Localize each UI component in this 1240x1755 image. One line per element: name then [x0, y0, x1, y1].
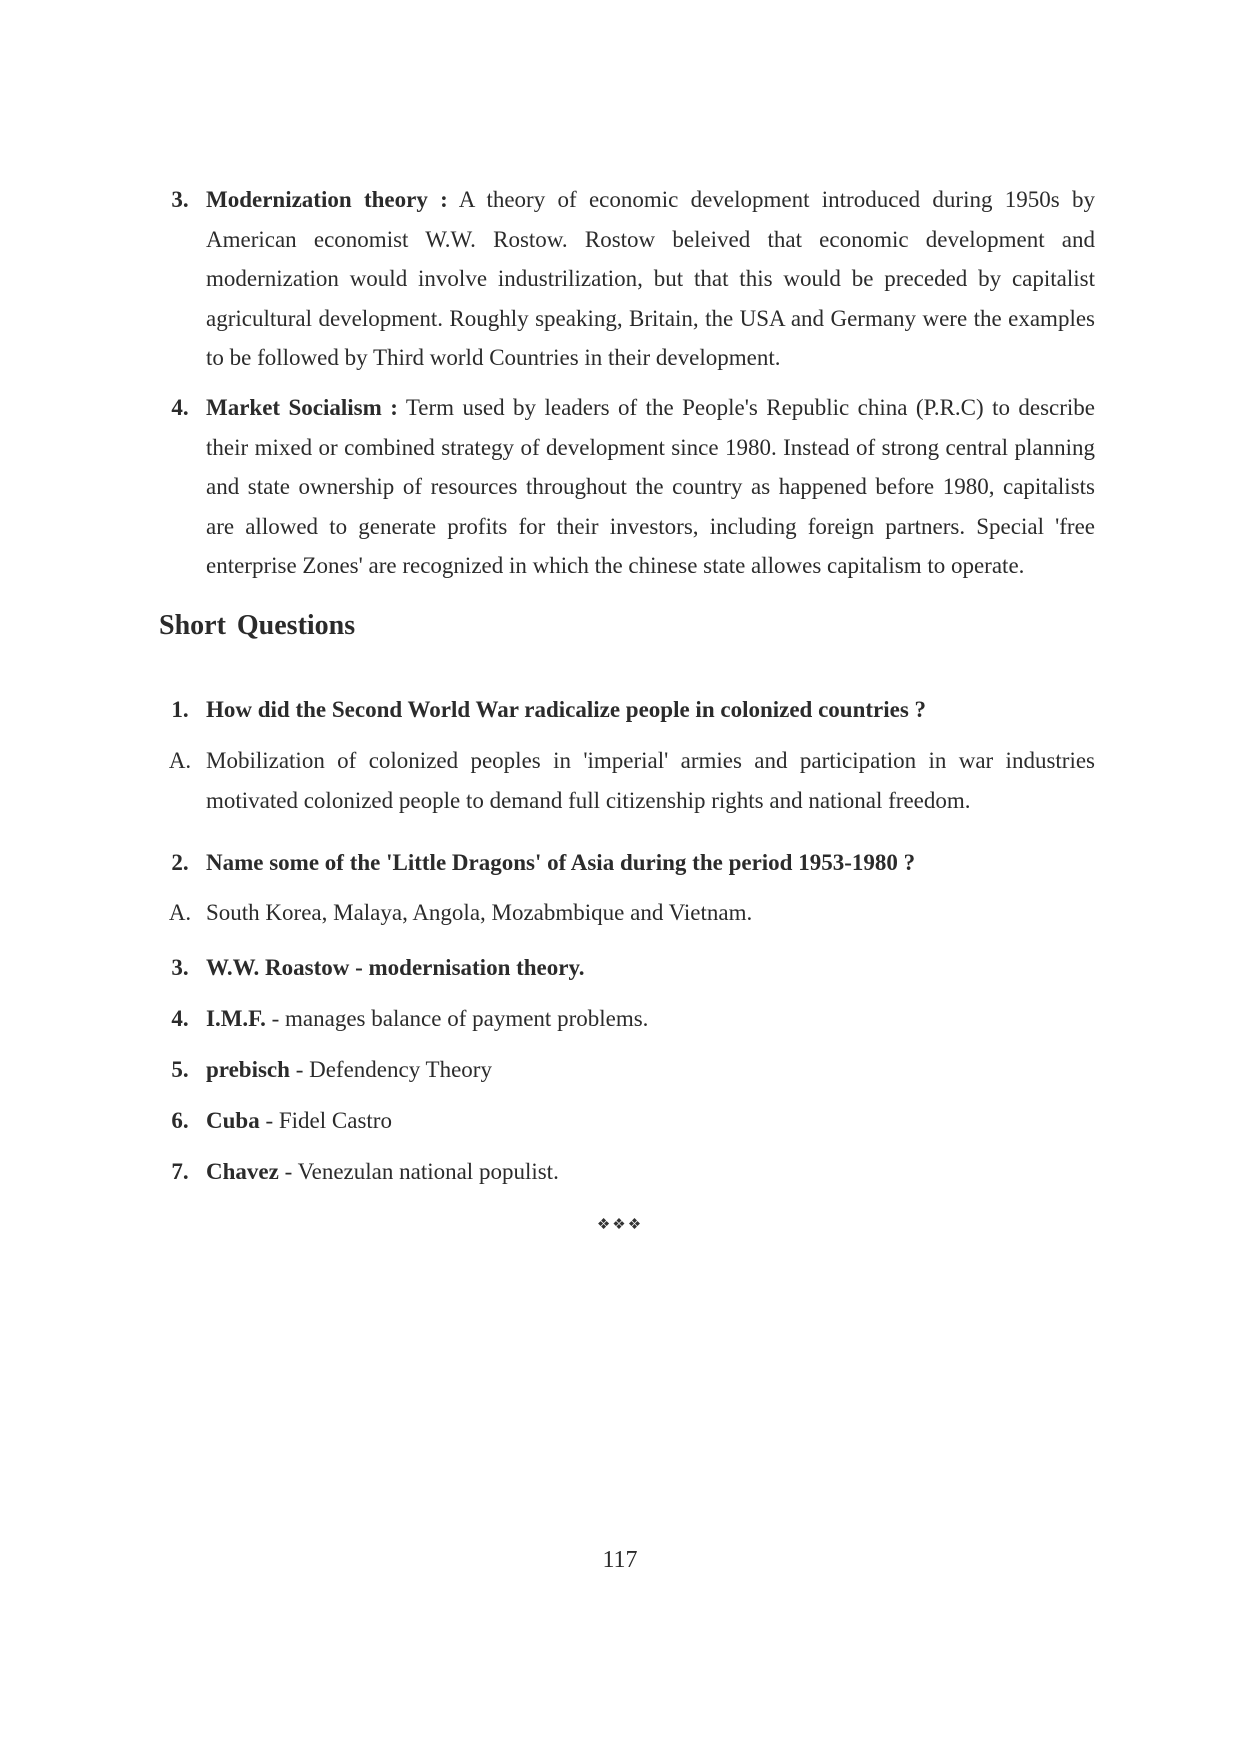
page-number: 117	[602, 1547, 638, 1573]
answer-label: A.	[168, 748, 192, 773]
match-term: W.W. Roastow - modernisation theory.	[206, 955, 585, 980]
definition-body: A theory of economic development introduced during 1950s by American economist W.W. Rostow. Rostow beleived that economic development and modernization would involve industrilization, but that this would be preceded by capitalist agricultural development. Roughly speaking, Britain, the USA and Germany were the examples to be followed by Third world Countries in their development.	[206, 187, 1095, 370]
item-number: 3.	[171, 187, 189, 212]
match-item	[160, 1152, 1095, 1192]
definition-term: Market Socialism :	[206, 395, 398, 420]
section-heading: Short Questions	[159, 610, 356, 641]
answer-text: South Korea, Malaya, Angola, Mozabmbique and Vietnam.	[206, 900, 753, 925]
match-item	[160, 999, 1095, 1039]
match-text: - Fidel Castro	[259, 1108, 392, 1133]
item-number: 4.	[171, 395, 189, 420]
answer-label: A.	[168, 900, 192, 925]
definition-text	[206, 388, 1095, 586]
answer-item	[160, 893, 1095, 933]
question-number: 1.	[171, 697, 189, 722]
definition-text	[206, 180, 1095, 378]
item-number: 6.	[171, 1108, 189, 1133]
question-item	[160, 690, 1095, 730]
item-number: 3.	[171, 955, 189, 980]
match-term: prebisch	[206, 1057, 290, 1082]
item-number: 4.	[171, 1006, 189, 1031]
match-item	[160, 948, 1095, 988]
match-text: - Venezulan national populist.	[278, 1159, 559, 1184]
match-text: - Defendency Theory	[289, 1057, 492, 1082]
match-term: Chavez	[206, 1159, 279, 1184]
question-text: How did the Second World War radicalize people in colonized countries ?	[206, 697, 927, 722]
answer-item	[160, 741, 1095, 820]
question-number: 2.	[171, 850, 189, 875]
question-item	[160, 843, 1095, 883]
definition-item-market-socialism	[160, 388, 1095, 586]
match-term: Cuba	[206, 1108, 260, 1133]
question-text: Name some of the 'Little Dragons' of Asia during the period 1953-1980 ?	[206, 850, 916, 875]
definition-item-modernization	[160, 180, 1095, 378]
match-text: - manages balance of payment problems.	[265, 1006, 649, 1031]
section-divider-ornament: ❖❖❖	[596, 1217, 644, 1233]
answer-text: Mobilization of colonized peoples in 'imperial' armies and participation in war industries motivated colonized people to demand full citizenship rights and national freedom.	[206, 748, 1095, 813]
item-number: 7.	[171, 1159, 189, 1184]
match-item	[160, 1050, 1095, 1090]
definition-body: Term used by leaders of the People's Republic china (P.R.C) to describe their mixed or combined strategy of development since 1980. Instead of strong central planning and state ownership of resources throughout the country as happened before 1980, capitalists are allowed to generate profits for their investors, including foreign partners. Special 'free enterprise Zones' are recognized in which the chinese state allowes capitalism to operate.	[206, 395, 1096, 578]
definition-term: Modernization theory :	[206, 187, 448, 212]
item-number: 5.	[171, 1057, 189, 1082]
match-term: I.M.F.	[206, 1006, 266, 1031]
match-item	[160, 1101, 1095, 1141]
